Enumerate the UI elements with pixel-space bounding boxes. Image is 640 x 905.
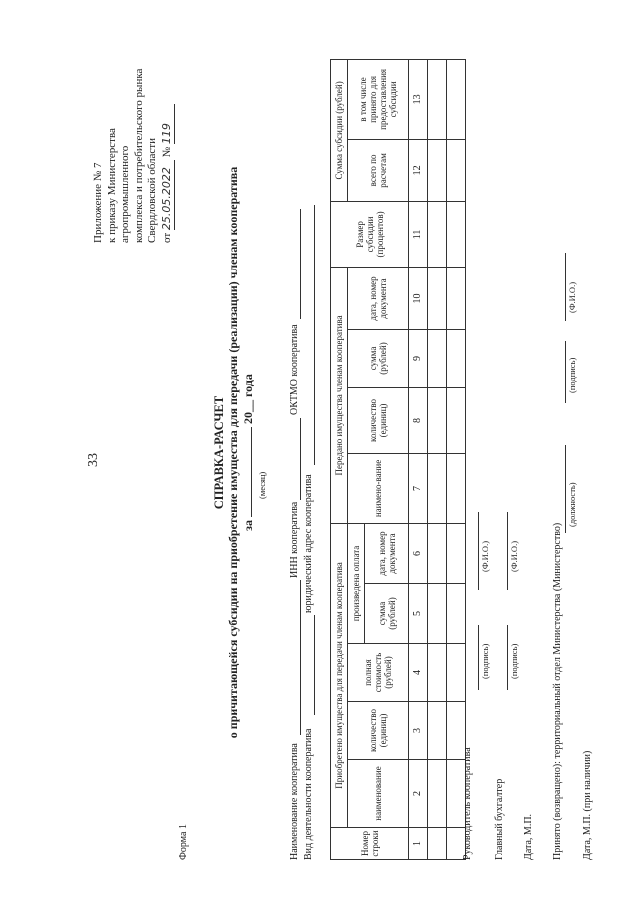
subsidy-calculation-table [330,0,466,860]
group-subsidy-sum: Сумма субсидии (рублей) [331,59,348,201]
activity-line [314,615,315,715]
col-sum: сумма (рублей) [365,584,409,644]
month-caption: (месяц) [257,471,267,499]
table-cell[interactable] [428,329,447,387]
period-month-blank [251,427,252,517]
address-label: юридический адрес кооператива [303,474,314,613]
coop-name-line [300,580,301,735]
table-cell[interactable] [447,644,466,702]
col-number: 1 [409,828,428,860]
form-label: Форма 1 [178,824,189,860]
col-number: 9 [409,329,428,387]
table-cell[interactable] [428,59,447,139]
table-cell[interactable] [447,453,466,523]
table-cell[interactable] [447,139,466,201]
col-number: 4 [409,644,428,702]
col-number: 7 [409,453,428,523]
head-signature-line [478,625,479,690]
col-incl: в том числе принято для предоставления субсидии [348,59,409,139]
table-cell[interactable] [428,139,447,201]
head-fio-line [478,512,479,590]
oktmo-line [300,209,301,319]
table-cell[interactable] [428,453,447,523]
inn-label: ИНН кооператива [289,501,300,578]
period-year: 20__ года [241,374,255,425]
annex-number-handwritten: 119 [160,104,175,144]
accepted-signature-line [565,341,566,403]
head-signature-caption: (подпись) [480,643,490,679]
col-full-cost: полная стоимость (рублей) [348,644,409,702]
table-cell[interactable] [447,267,466,329]
accountant-signature-caption: (подпись) [509,643,519,679]
col-number: 5 [409,584,428,644]
annex-line-1: Приложение № 7 [92,162,104,243]
date-mp-label: Дата, М.П. [523,813,534,860]
col-number: 3 [409,702,428,760]
col-number: 12 [409,139,428,201]
accountant-label: Главный бухгалтер [494,778,505,860]
col-qty: количество (единиц) [348,702,409,760]
col-number: 6 [409,523,428,583]
document-title: СПРАВКА-РАСЧЕТ [212,395,226,510]
annex-from-label: от [160,232,173,243]
annex-line-2: к приказу Министерства агропромышленного [105,128,132,243]
table-cell[interactable] [428,760,447,828]
annex-line-3: комплекса и потребительского рынка [132,68,145,243]
table-row [447,0,466,860]
address-line [314,205,315,465]
table-cell[interactable] [428,584,447,644]
page-number: 33 [86,453,101,467]
annex-line-4: Свердловской области [146,138,159,243]
accepted-label: Принято (возвращено): территориальный отдел Министерства (Министерство) [552,522,563,860]
table-cell[interactable] [428,201,447,267]
accountant-signature-line [507,625,508,690]
document-subtitle: о причитающейся субсидии на приобретение имущества для передачи (реализации) членам кооператива [226,166,240,739]
table-cell[interactable] [428,523,447,583]
col-name: наименование [348,760,409,828]
group-transferred: Передано имущества членам кооператива [331,267,348,523]
document-period [241,0,256,905]
accepted-fio-caption: (Ф.И.О.) [567,281,577,313]
table-cell[interactable] [447,523,466,583]
group-acquired: Приобретено имущества для передачи членам кооператива [331,523,348,827]
table-cell[interactable] [447,59,466,139]
table-cell[interactable] [428,267,447,329]
accepted-position-line [565,445,566,533]
inn-line [300,418,301,500]
annex-block [92,33,175,243]
group-payment: произведена оплата [348,523,365,643]
coop-name-label: Наименование кооператива [289,743,300,860]
table-cell[interactable] [428,702,447,760]
accepted-signature-caption: (подпись) [567,357,577,393]
table-cell[interactable] [447,387,466,453]
col-row-number: Номер строки [331,828,409,860]
col-t-qty: количество (единиц) [348,387,409,453]
accepted-fio-line [565,253,566,321]
table-cell[interactable] [428,387,447,453]
col-number: 11 [409,201,428,267]
col-number: 13 [409,59,428,139]
activity-label: Вид деятельности кооператива [303,728,314,860]
oktmo-label: ОКТМО кооператива [289,324,300,415]
date-mp-optional-label: Дата, М.П. (при наличии) [582,750,593,860]
col-number: 2 [409,760,428,828]
table-cell[interactable] [447,201,466,267]
annex-number-label: № [160,146,173,158]
table-row [428,0,447,860]
table-number-row [409,0,428,860]
table-right-margin [331,0,466,59]
table-cell[interactable] [428,644,447,702]
period-za: за [241,520,255,531]
annex-line-5 [160,33,175,243]
accountant-fio-caption: (Ф.И.О.) [509,540,519,572]
col-total: всего по расчетам [348,139,409,201]
table-cell[interactable] [428,828,447,860]
table-cell[interactable] [447,584,466,644]
annex-date-handwritten: 25.05.2022 [160,160,175,230]
col-t-name: наимено-вание [348,453,409,523]
col-date-doc: дата, номер документа [365,523,409,583]
col-t-sum: сумма (рублей) [348,329,409,387]
head-fio-caption: (Ф.И.О.) [480,540,490,572]
table-cell[interactable] [447,329,466,387]
col-t-date: дата, номер документа [348,267,409,329]
col-number: 8 [409,387,428,453]
accepted-position-caption: (должность) [567,482,577,527]
col-subsidy-size: Размер субсидии (процентов) [331,201,409,267]
col-number: 10 [409,267,428,329]
head-label: Руководитель кооператива [462,747,473,860]
accountant-fio-line [507,512,508,590]
